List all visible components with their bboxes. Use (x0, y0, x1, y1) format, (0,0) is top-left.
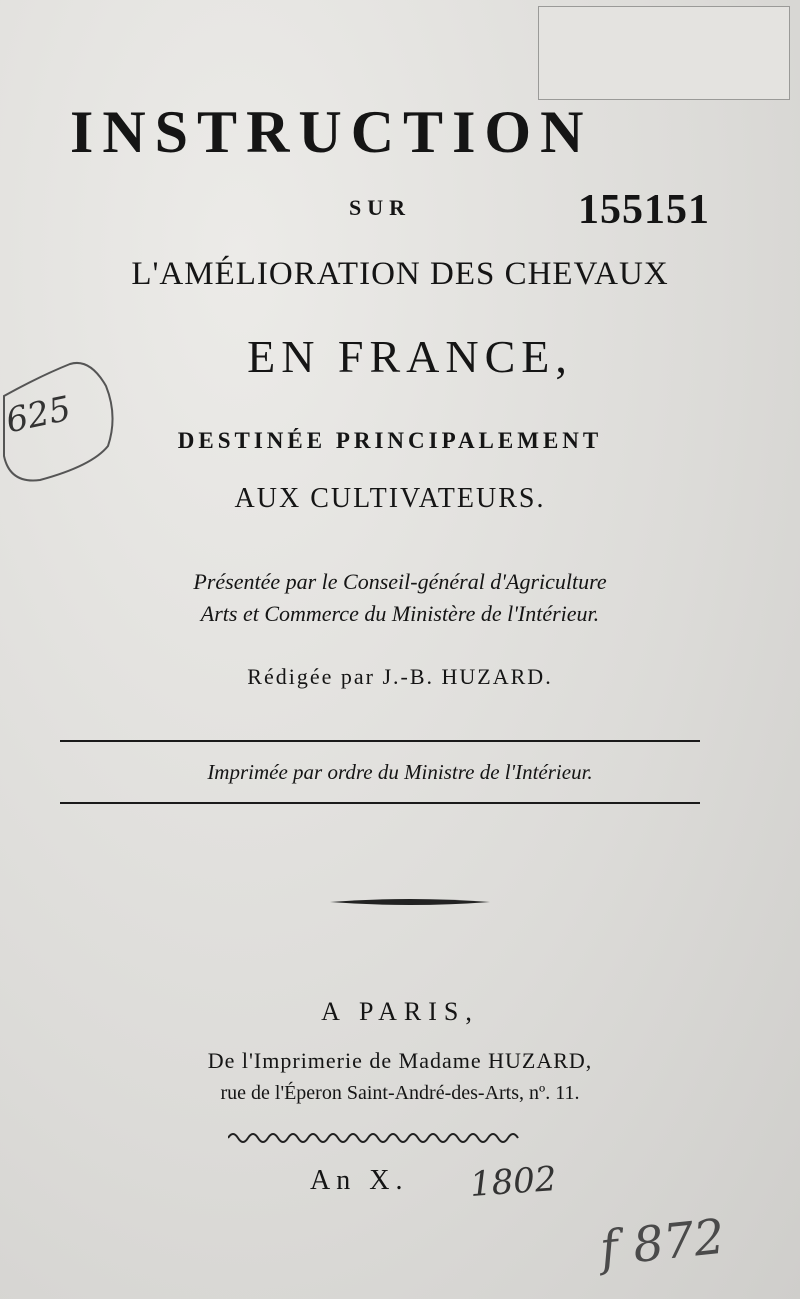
handwritten-number: f 872 (597, 1208, 728, 1278)
handwritten-year: 1802 (468, 1159, 558, 1205)
printed-by-order: Imprimée par ordre du Ministre de l'Intérieur. (207, 760, 593, 784)
divider-top (60, 740, 700, 742)
catalog-number: 155151 (578, 187, 710, 233)
divider-bottom (60, 802, 700, 804)
title-preposition: SUR (348, 195, 411, 220)
page-title: INSTRUCTION (70, 99, 593, 165)
presented-line-1: Présentée par le Conseil-général d'Agriculture (193, 569, 607, 594)
imprint-address: rue de l'Éperon Saint-André-des-Arts, nº. 11. (220, 1082, 580, 1104)
wavy-ornament (228, 1130, 528, 1146)
presented-by (40, 566, 760, 630)
imprint-printer: De l'Imprimerie de Madame HUZARD, (207, 1048, 593, 1073)
library-label (538, 6, 790, 100)
author-line: Rédigée par J.-B. HUZARD. (247, 664, 553, 689)
subtitle: L'AMÉLIORATION DES CHEVAUX (131, 256, 669, 292)
imprint-year: An X. (310, 1165, 409, 1196)
ornament-rule (330, 896, 490, 908)
presented-line-2: Arts et Commerce du Ministère de l'Intérieur. (200, 601, 600, 626)
imprint-city: A PARIS, (321, 997, 479, 1026)
destined-line: DESTINÉE PRINCIPALEMENT (177, 428, 603, 453)
subtitle-country: EN FRANCE, (247, 331, 573, 382)
handwritten-shelf-mark: 625 (2, 388, 75, 442)
audience-line: AUX CULTIVATEURS. (234, 483, 546, 514)
